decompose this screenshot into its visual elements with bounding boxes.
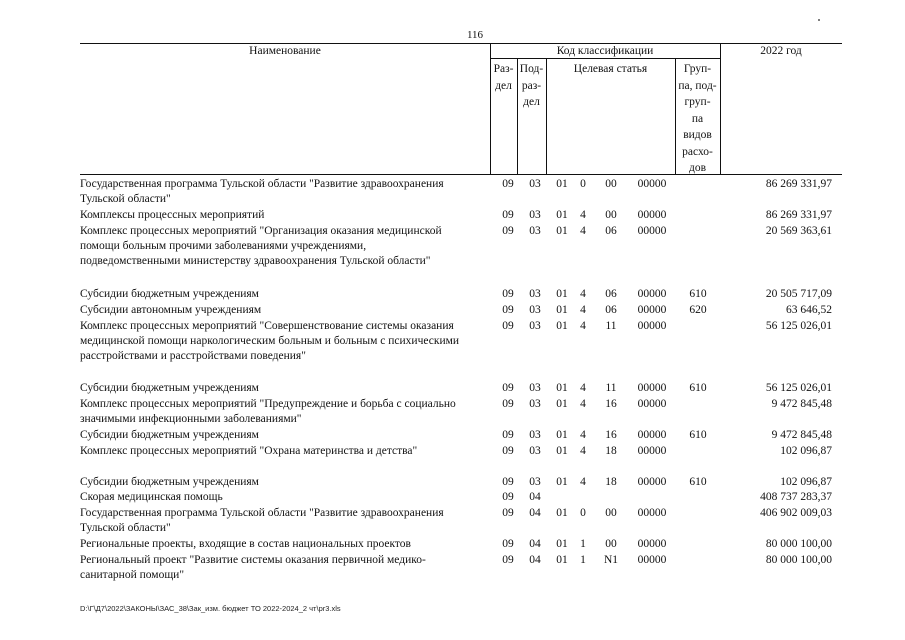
row-t1: 01: [556, 178, 568, 190]
row-name-line: Тульской области": [80, 193, 171, 205]
row-t1: 01: [556, 507, 568, 519]
row-podrazdel: 03: [529, 476, 541, 488]
row-vr: 610: [689, 288, 707, 300]
row-t2: 4: [580, 445, 586, 457]
row-name-line: Субсидии бюджетным учреждениям: [80, 382, 259, 394]
row-razdel: 09: [502, 178, 514, 190]
row-name-line: Региональные проекты, входящие в состав национальных проектов: [80, 538, 411, 550]
row-podrazdel: 03: [529, 304, 541, 316]
row-t3: 16: [605, 429, 617, 441]
row-t2: 4: [580, 288, 586, 300]
row-t1: 01: [556, 288, 568, 300]
row-t1: 01: [556, 476, 568, 488]
row-t1: 01: [556, 445, 568, 457]
row-t2: 4: [580, 398, 586, 410]
row-t1: 01: [556, 304, 568, 316]
row-sum: 406 902 009,03: [760, 507, 832, 519]
row-sum: 56 125 026,01: [765, 382, 832, 394]
row-t3: 00: [605, 209, 617, 221]
row-t4: 00000: [637, 320, 667, 332]
row-t4: 00000: [637, 382, 667, 394]
row-razdel: 09: [502, 507, 514, 519]
row-t3: 06: [605, 288, 617, 300]
row-name: [80, 475, 490, 490]
footer-file-path: D:\Г\Д7\2022\ЗАКОНЫ\ЗАС_38\Зак_изм. бюджет ТО 2022-2024_2 чт\pr3.xls: [80, 604, 341, 613]
row-t4: 00000: [637, 476, 667, 488]
row-razdel: 09: [502, 225, 514, 237]
row-podrazdel: 03: [529, 320, 541, 332]
row-name-line: Региональный проект "Развитие системы оказания первичной медико-: [80, 554, 426, 566]
row-t4: 00000: [637, 209, 667, 221]
row-name: [80, 303, 490, 318]
row-name-line: Скорая медицинская помощь: [80, 491, 223, 503]
row-t1: 01: [556, 320, 568, 332]
row-t4: 00000: [637, 445, 667, 457]
row-sum: 9 472 845,48: [771, 398, 832, 410]
row-t2: 4: [580, 476, 586, 488]
row-t1: 01: [556, 538, 568, 550]
row-t3: 06: [605, 304, 617, 316]
row-razdel: 09: [502, 304, 514, 316]
row-t1: 01: [556, 382, 568, 394]
row-t3: 18: [605, 476, 617, 488]
row-name-line: Комплексы процессных мероприятий: [80, 209, 265, 221]
row-name-line: подведомственными министерству здравоохранения Тульской области": [80, 255, 431, 267]
row-name-line: Государственная программа Тульской области "Развитие здравоохранения: [80, 507, 444, 519]
header-year: 2022 год: [760, 45, 802, 57]
row-name-line: Комплекс процессных мероприятий "Совершенствование системы оказания: [80, 320, 454, 332]
row-podrazdel: 04: [529, 538, 541, 550]
row-t3: 00: [605, 538, 617, 550]
row-podrazdel: 03: [529, 225, 541, 237]
row-sum: 86 269 331,97: [765, 178, 832, 190]
row-podrazdel: 03: [529, 445, 541, 457]
row-podrazdel: 03: [529, 288, 541, 300]
row-name-line: санитарной помощи": [80, 569, 185, 581]
row-sum: 63 646,52: [786, 304, 832, 316]
row-t3: 00: [605, 178, 617, 190]
row-sum: 9 472 845,48: [771, 429, 832, 441]
header-vr: Груп- па, под- груп- па видов расхо- дов: [678, 63, 717, 174]
row-t3: 16: [605, 398, 617, 410]
row-razdel: 09: [502, 476, 514, 488]
row-sum: 408 737 283,37: [760, 491, 832, 503]
row-t4: 00000: [637, 538, 667, 550]
row-t2: 1: [580, 554, 586, 566]
row-name-line: расстройствами и расстройствами поведения": [80, 350, 306, 362]
row-razdel: 09: [502, 382, 514, 394]
row-name-line: Тульской области": [80, 522, 171, 534]
row-name: [80, 319, 490, 364]
row-t3: 11: [605, 382, 617, 394]
row-t3: N1: [603, 554, 619, 566]
header-code-group: Код классификации: [556, 45, 654, 57]
row-name: [80, 177, 490, 207]
row-name: [80, 506, 490, 536]
row-podrazdel: 03: [529, 398, 541, 410]
row-t4: 00000: [637, 225, 667, 237]
row-vr: 610: [689, 382, 707, 394]
row-name-line: Комплекс процессных мероприятий "Охрана материнства и детства": [80, 445, 418, 457]
row-name-line: Государственная программа Тульской области "Развитие здравоохранения: [80, 178, 444, 190]
row-podrazdel: 03: [529, 178, 541, 190]
row-t2: 4: [580, 225, 586, 237]
header-bottom-border: [80, 174, 842, 175]
row-name: [80, 553, 490, 583]
row-name-line: Субсидии автономным учреждениям: [80, 304, 262, 316]
row-sum: 20 505 717,09: [765, 288, 832, 300]
row-sum: 86 269 331,97: [765, 209, 832, 221]
row-vr: 620: [689, 304, 707, 316]
row-name: [80, 287, 490, 302]
row-sum: 56 125 026,01: [765, 320, 832, 332]
page-number: 116: [466, 29, 484, 41]
row-t3: 06: [605, 225, 617, 237]
row-podrazdel: 03: [529, 209, 541, 221]
row-podrazdel: 04: [529, 554, 541, 566]
row-t2: 1: [580, 538, 586, 550]
header-target: Целевая статья: [573, 63, 648, 75]
row-razdel: 09: [502, 538, 514, 550]
row-razdel: 09: [502, 554, 514, 566]
row-name: [80, 208, 490, 223]
row-name: [80, 224, 490, 269]
row-sum: 20 569 363,61: [765, 225, 832, 237]
row-t4: 00000: [637, 398, 667, 410]
row-name-line: Субсидии бюджетным учреждениям: [80, 288, 259, 300]
row-t1: 01: [556, 209, 568, 221]
table-header: [80, 43, 842, 175]
row-podrazdel: 03: [529, 429, 541, 441]
row-t4: 00000: [637, 178, 667, 190]
row-podrazdel: 04: [529, 491, 541, 503]
row-t2: 4: [580, 209, 586, 221]
row-t2: 4: [580, 320, 586, 332]
row-t1: 01: [556, 398, 568, 410]
row-t1: 01: [556, 225, 568, 237]
row-t4: 00000: [637, 507, 667, 519]
row-t2: 4: [580, 429, 586, 441]
row-name-line: Субсидии бюджетным учреждениям: [80, 429, 259, 441]
row-name: [80, 537, 490, 552]
header-divider: [720, 43, 721, 175]
row-razdel: 09: [502, 288, 514, 300]
row-name: [80, 490, 490, 505]
header-name: Наименование: [249, 45, 321, 57]
row-t1: 01: [556, 429, 568, 441]
row-razdel: 09: [502, 320, 514, 332]
row-name-line: помощи больным прочими заболеваниями учреждениями,: [80, 240, 367, 252]
row-name-line: медицинской помощи наркологическим больным и больным с психическими: [80, 335, 460, 347]
row-name: [80, 444, 490, 459]
row-name-line: Комплекс процессных мероприятий "Предупреждение и борьба с социально: [80, 398, 456, 410]
header-podrazdel: Под- раз- дел: [519, 63, 544, 108]
row-podrazdel: 03: [529, 382, 541, 394]
row-t3: 11: [605, 320, 617, 332]
row-vr: 610: [689, 429, 707, 441]
row-t3: 18: [605, 445, 617, 457]
row-razdel: 09: [502, 429, 514, 441]
row-t4: 00000: [637, 429, 667, 441]
row-t2: 0: [580, 507, 586, 519]
row-t1: 01: [556, 554, 568, 566]
row-t2: 4: [580, 304, 586, 316]
row-razdel: 09: [502, 445, 514, 457]
row-name-line: Комплекс процессных мероприятий "Организация оказания медицинской: [80, 225, 442, 237]
row-name-line: значимыми инфекционными заболеваниями": [80, 413, 302, 425]
header-razdel: Раз- дел: [493, 63, 514, 92]
row-razdel: 09: [502, 209, 514, 221]
row-name: [80, 381, 490, 396]
row-vr: 610: [689, 476, 707, 488]
row-podrazdel: 04: [529, 507, 541, 519]
row-t2: 4: [580, 382, 586, 394]
row-t3: 00: [605, 507, 617, 519]
row-razdel: 09: [502, 398, 514, 410]
row-t4: 00000: [637, 288, 667, 300]
row-sum: 102 096,87: [780, 476, 832, 488]
row-name-line: Субсидии бюджетным учреждениям: [80, 476, 259, 488]
scan-speck: [818, 19, 820, 21]
row-t4: 00000: [637, 554, 667, 566]
row-name: [80, 397, 490, 427]
row-razdel: 09: [502, 491, 514, 503]
row-sum: 102 096,87: [780, 445, 832, 457]
row-sum: 80 000 100,00: [765, 538, 832, 550]
row-sum: 80 000 100,00: [765, 554, 832, 566]
row-t4: 00000: [637, 304, 667, 316]
row-name: [80, 428, 490, 443]
row-t2: 0: [580, 178, 586, 190]
